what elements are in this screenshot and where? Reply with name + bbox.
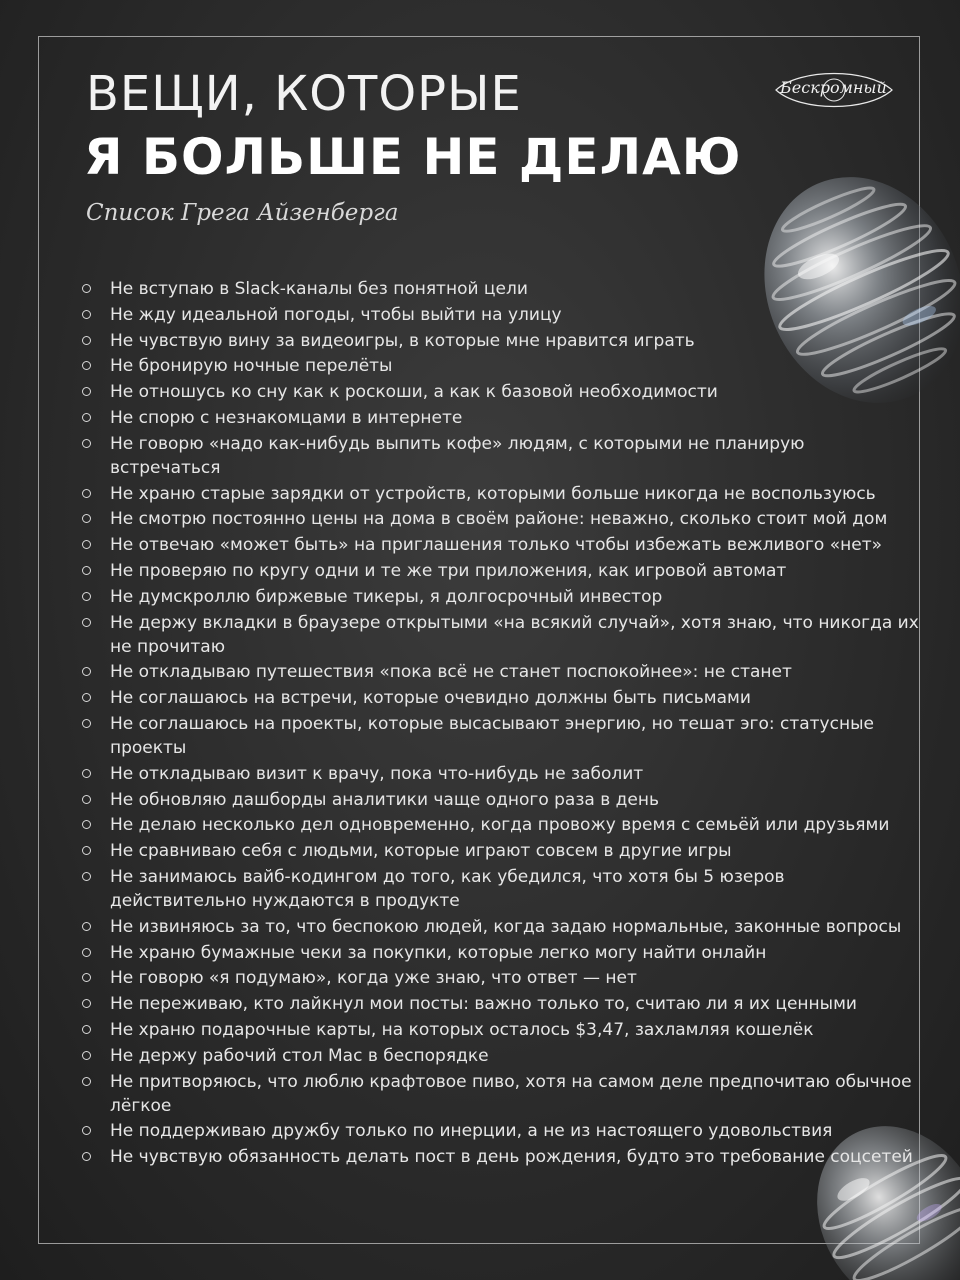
- list-item-text: Не притворяюсь, что люблю крафтовое пиво, хотя на самом деле предпочитаю обычное лёгкое: [110, 1071, 912, 1116]
- list-item: [80, 1018, 920, 1042]
- list-item: [80, 941, 920, 965]
- list-item: [80, 329, 920, 353]
- bullet-circle-icon: [82, 922, 91, 931]
- bullet-circle-icon: [82, 439, 91, 448]
- list-item-text: Не спорю с незнакомцами в интернете: [110, 407, 463, 428]
- list-item: [80, 1119, 920, 1143]
- list-item: [80, 277, 920, 301]
- bullet-circle-icon: [82, 592, 91, 601]
- list-item: [80, 1044, 920, 1068]
- bullet-circle-icon: [82, 566, 91, 575]
- bullet-circle-icon: [82, 846, 91, 855]
- bullet-circle-icon: [82, 948, 91, 957]
- list-item-text: Не бронирую ночные перелёты: [110, 356, 393, 377]
- bullet-circle-icon: [82, 769, 91, 778]
- bullet-circle-icon: [82, 361, 91, 370]
- page-title-line-2: Я БОЛЬШЕ НЕ ДЕЛАЮ: [84, 128, 742, 186]
- bullet-circle-icon: [82, 413, 91, 422]
- list-item-text: Не чувствую обязанность делать пост в день рождения, будто это требование соцсетей: [110, 1147, 913, 1168]
- bullet-circle-icon: [82, 719, 91, 728]
- list-item-text: Не храню бумажные чеки за покупки, которые легко могу найти онлайн: [110, 942, 767, 963]
- list-item: [80, 1145, 920, 1169]
- list-item-text: Не откладываю путешествия «пока всё не станет поспокойнее»: не станет: [110, 662, 792, 683]
- list-item: [80, 303, 920, 327]
- list-item: [80, 432, 920, 480]
- list-item-text: Не жду идеальной погоды, чтобы выйти на улицу: [110, 304, 562, 325]
- list-item: [80, 813, 920, 837]
- bullet-circle-icon: [82, 336, 91, 345]
- bullet-circle-icon: [82, 999, 91, 1008]
- list-item: [80, 915, 920, 939]
- list: [80, 277, 920, 1171]
- list-item: [80, 533, 920, 557]
- list-item-text: Не соглашаюсь на проекты, которые высасывают энергию, но тешат эго: статусные проекты: [110, 713, 874, 758]
- list-item: [80, 559, 920, 583]
- list-item-text: Не говорю «надо как-нибудь выпить кофе» людям, с которыми не планирую встречаться: [110, 433, 805, 478]
- bullet-circle-icon: [82, 540, 91, 549]
- bullet-circle-icon: [82, 1077, 91, 1086]
- bullet-circle-icon: [82, 1051, 91, 1060]
- list-item-text: Не отношусь ко сну как к роскоши, а как к базовой необходимости: [110, 382, 718, 403]
- bullet-circle-icon: [82, 1025, 91, 1034]
- page-title-line-1: ВЕЩИ, КОТОРЫЕ: [86, 66, 522, 122]
- list-item: [80, 611, 920, 659]
- list-item: [80, 686, 920, 710]
- bullet-circle-icon: [82, 489, 91, 498]
- list-item: [80, 660, 920, 684]
- list-item-text: Не держу вкладки в браузере открытыми «на всякий случай», хотя знаю, что никогда их не прочитаю: [110, 612, 919, 657]
- bullet-circle-icon: [82, 284, 91, 293]
- list-item-text: Не извиняюсь за то, что беспокою людей, когда задаю нормальные, законные вопросы: [110, 916, 902, 937]
- list-item: [80, 380, 920, 404]
- list-item-text: Не занимаюсь вайб-кодингом до того, как убедился, что хотя бы 5 юзеров действительно нуждаются в продукте: [110, 866, 785, 911]
- list-item-text: Не соглашаюсь на встречи, которые очевидно должны быть письмами: [110, 688, 751, 709]
- list-item: [80, 712, 920, 760]
- list-item-text: Не переживаю, кто лайкнул мои посты: важно только то, считаю ли я их ценными: [110, 994, 857, 1015]
- list-item-text: Не поддерживаю дружбу только по инерции, а не из настоящего удовольствия: [110, 1121, 833, 1142]
- bullet-circle-icon: [82, 693, 91, 702]
- list-item-text: Не держу рабочий стол Mac в беспорядке: [110, 1045, 489, 1066]
- list-item-text: Не проверяю по кругу одни и те же три приложения, как игровой автомат: [110, 560, 787, 581]
- bullet-circle-icon: [82, 973, 91, 982]
- bullet-circle-icon: [82, 1152, 91, 1161]
- bullet-circle-icon: [82, 1126, 91, 1135]
- bullet-circle-icon: [82, 795, 91, 804]
- bullet-circle-icon: [82, 667, 91, 676]
- list-item-text: Не делаю несколько дел одновременно, когда провожу время с семьёй или друзьями: [110, 815, 890, 836]
- bullet-circle-icon: [82, 618, 91, 627]
- list-item: [80, 788, 920, 812]
- list-item-text: Не смотрю постоянно цены на дома в своём районе: неважно, сколько стоит мой дом: [110, 509, 888, 530]
- bullet-circle-icon: [82, 872, 91, 881]
- list-item-text: Не обновляю дашборды аналитики чаще одного раза в день: [110, 789, 659, 810]
- list-item: [80, 865, 920, 913]
- list-item-text: Не чувствую вину за видеоигры, в которые мне нравится играть: [110, 330, 695, 351]
- list-item-text: Не храню подарочные карты, на которых осталось $3,47, захламляя кошелёк: [110, 1019, 814, 1040]
- list-item: [80, 762, 920, 786]
- list-item-text: Не откладываю визит к врачу, пока что-нибудь не заболит: [110, 763, 644, 784]
- list-item: [80, 482, 920, 506]
- list-item: [80, 585, 920, 609]
- list-item-text: Не вступаю в Slack-каналы без понятной цели: [110, 279, 528, 299]
- list-item: [80, 1070, 920, 1118]
- bullet-circle-icon: [82, 310, 91, 319]
- list-item: [80, 992, 920, 1016]
- list-item: [80, 507, 920, 531]
- bullet-circle-icon: [82, 514, 91, 523]
- page-subtitle: Список Грега Айзенберга: [86, 200, 399, 226]
- list-item: [80, 966, 920, 990]
- list-item: [80, 354, 920, 378]
- brand-logo: [770, 70, 898, 110]
- list-item-text: Не говорю «я подумаю», когда уже знаю, что ответ — нет: [110, 968, 637, 989]
- list-item-text: Не отвечаю «может быть» на приглашения только чтобы избежать вежливого «нет»: [110, 535, 883, 556]
- list-item-text: Не сравниваю себя с людьми, которые играют совсем в другие игры: [110, 841, 732, 862]
- bullet-circle-icon: [82, 820, 91, 829]
- list-item: [80, 406, 920, 430]
- list-item-text: Не храню старые зарядки от устройств, которыми больше никогда не воспользуюсь: [110, 483, 876, 504]
- bullet-circle-icon: [82, 387, 91, 396]
- brand-logo-text: Бескромный: [780, 78, 887, 97]
- list-item-text: Не думскроллю биржевые тикеры, я долгосрочный инвестор: [110, 586, 663, 607]
- list-item: [80, 839, 920, 863]
